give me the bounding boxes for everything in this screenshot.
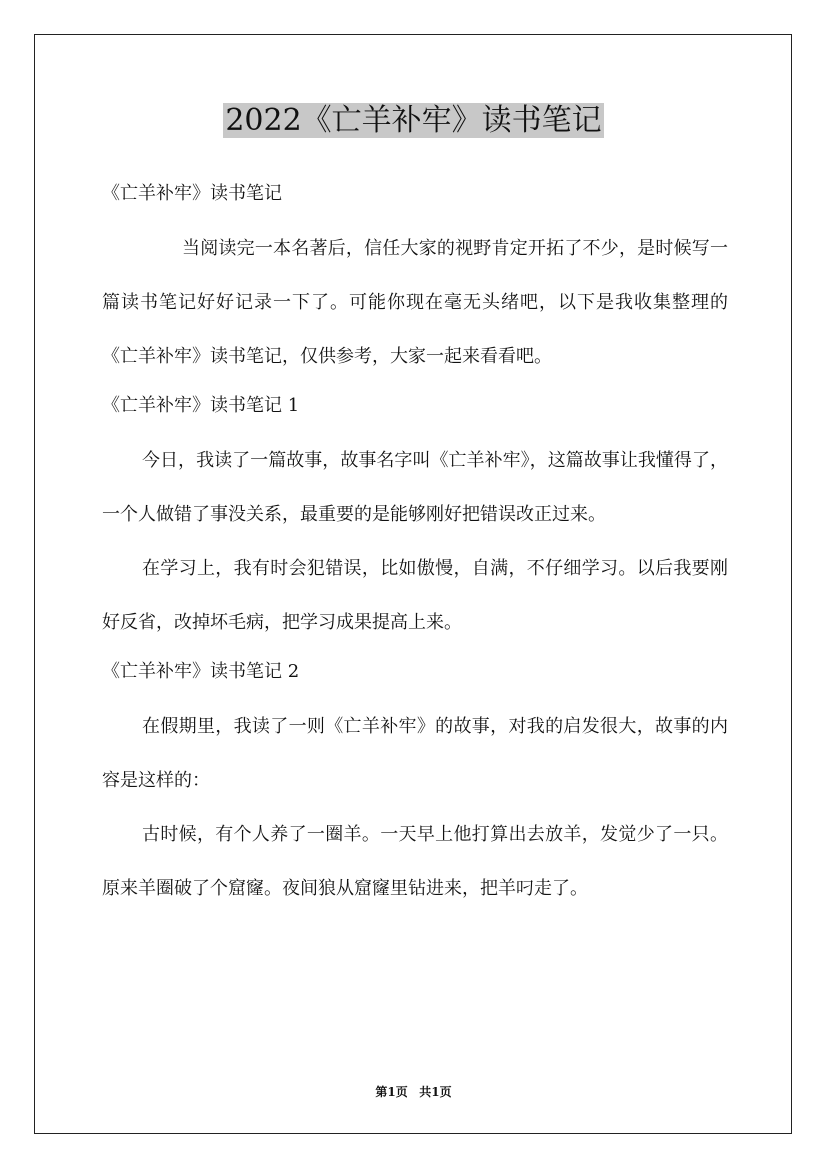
document-body <box>102 172 728 916</box>
section2-paragraph-1: 在假期里，我读了一则《亡羊补牢》的故事，对我的启发很大，故事的内容是这样的： <box>102 716 728 791</box>
section1-heading: 《亡羊补牢》读书笔记 1 <box>102 395 300 416</box>
document-title: 2022《亡羊补牢》读书笔记 <box>225 103 602 138</box>
intro-paragraph: 当阅读完一本名著后，信任大家的视野肯定开拓了不少，是时候写一篇读书笔记好好记录一下了。可能你现在毫无头绪吧，以下是我收集整理的《亡羊补牢》读书笔记，仅供参考，大家一起来看看吧。 <box>102 238 728 367</box>
page-number: 第1页 <box>375 1085 408 1099</box>
page-footer <box>0 1083 827 1100</box>
main-heading: 《亡羊补牢》读书笔记 <box>102 183 282 204</box>
section2-heading: 《亡羊补牢》读书笔记 2 <box>102 661 300 682</box>
section1-paragraph-1: 今日，我读了一篇故事，故事名字叫《亡羊补牢》，这篇故事让我懂得了，一个人做错了事没关系，最重要的是能够刚好把错误改正过来。 <box>102 450 728 525</box>
document-title-block <box>0 100 827 142</box>
section2-paragraph-2: 古时候，有个人养了一圈羊。一天早上他打算出去放羊，发觉少了一只。原来羊圈破了个窟窿。夜间狼从窟窿里钻进来，把羊叼走了。 <box>102 824 728 899</box>
page-total: 共1页 <box>419 1085 452 1099</box>
section1-paragraph-2: 在学习上，我有时会犯错误，比如傲慢，自满，不仔细学习。以后我要刚好反省，改掉坏毛病，把学习成果提高上来。 <box>102 558 728 633</box>
